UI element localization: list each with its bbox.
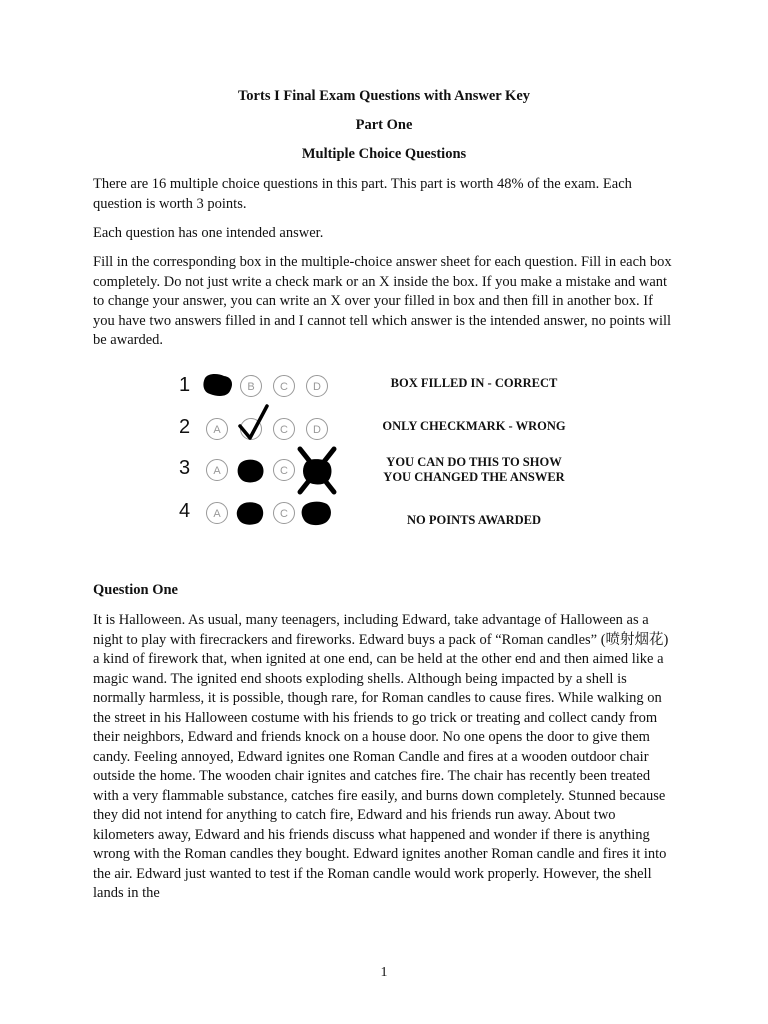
filled-bubble-icon [237, 502, 263, 524]
row-number: 2 [179, 416, 191, 438]
bubble-letter: A [213, 508, 221, 520]
bubble-letter: A [213, 465, 221, 477]
bubble-letter: C [280, 508, 288, 520]
wrong-label: ONLY CHECKMARK - WRONG [382, 419, 566, 433]
bubble-letter: B [247, 381, 255, 393]
part-heading: Part One [355, 117, 413, 133]
row-number: 4 [179, 500, 191, 522]
document-title: Torts I Final Exam Questions with Answer Key [237, 88, 531, 104]
filled-bubble-icon [203, 374, 232, 396]
answer-sheet-illustration [176, 364, 602, 542]
bubble-letter: C [280, 424, 288, 436]
bubbles-svg [200, 364, 360, 542]
instructions-paragraph: Fill in the corresponding box in the multiple-choice answer sheet for each question. Fill in each box completely. Do not just write a check mark or an X inside the box. If you make a mistake and want to change your answer, you can write an X over your filled in box and then fill in another box. If you have two answers filled in and I cannot tell which answer is the intended answer, no points will be awarded. [93, 254, 672, 348]
no-points-label: NO POINTS AWARDED [406, 513, 542, 527]
section-heading: Multiple Choice Questions [301, 146, 467, 162]
checkmark-icon [240, 406, 267, 438]
bubble-letter: C [280, 465, 288, 477]
filled-bubble-icon [238, 460, 264, 483]
bubble-letter: C [280, 381, 288, 393]
page-number: 1 [380, 965, 388, 980]
changed-label-line2: YOU CHANGED THE ANSWER [383, 470, 565, 484]
changed-label-line1: YOU CAN DO THIS TO SHOW [386, 455, 562, 469]
row-number: 1 [179, 374, 191, 396]
bubble-letter: D [313, 381, 321, 393]
question-text: It is Halloween. As usual, many teenagers, including Edward, take advantage of Halloween as a night to play with firecrackers and fireworks. Edward buys a pack of “Roman candles” (喷射烟花) a kind of firework that, when ignited at one end, can be held at the other end and then aimed like a magic wand. The ignited end shoots exploding shells. Although being impacted by a shell is normally harmless, it is possible, though rare, for Roman candles to cause fires. While walking on the street in his Halloween costume with his friends to go trick or treating and collect candy from their neighbors, Edward and friends knock on a house door. No one opens the door to give them candy. Feeling annoyed, Edward ignites one Roman Candle and fires at a wooden outdoor chair outside the home. The wooden chair ignites and catches fire. The chair has recently been treated with a very flammable substance, catches fire easily, and burns down completely. Stunned because they did not intend for anything to catch fire, Edward and his friends run away. About two kilometers away, Edward and his friends discuss what happened and wonder if there is anything wrong with the Roman candles they bought. Edward ignites another Roman candle and fires it into the air. Edward just wanted to test if the Roman candle would work properly. However, the shell lands in the [93, 612, 669, 901]
question-heading: Question One [93, 582, 178, 598]
bubble-letter: D [313, 424, 321, 436]
answer-note-paragraph: Each question has one intended answer. [93, 225, 324, 241]
row-number: 3 [179, 457, 191, 479]
bubble-letter: A [213, 424, 221, 436]
intro-paragraph: There are 16 multiple choice questions in this part. This part is worth 48% of the exam. Each question is worth 3 points. [93, 176, 632, 212]
correct-label: BOX FILLED IN - CORRECT [390, 376, 558, 390]
filled-bubble-icon [302, 502, 331, 526]
